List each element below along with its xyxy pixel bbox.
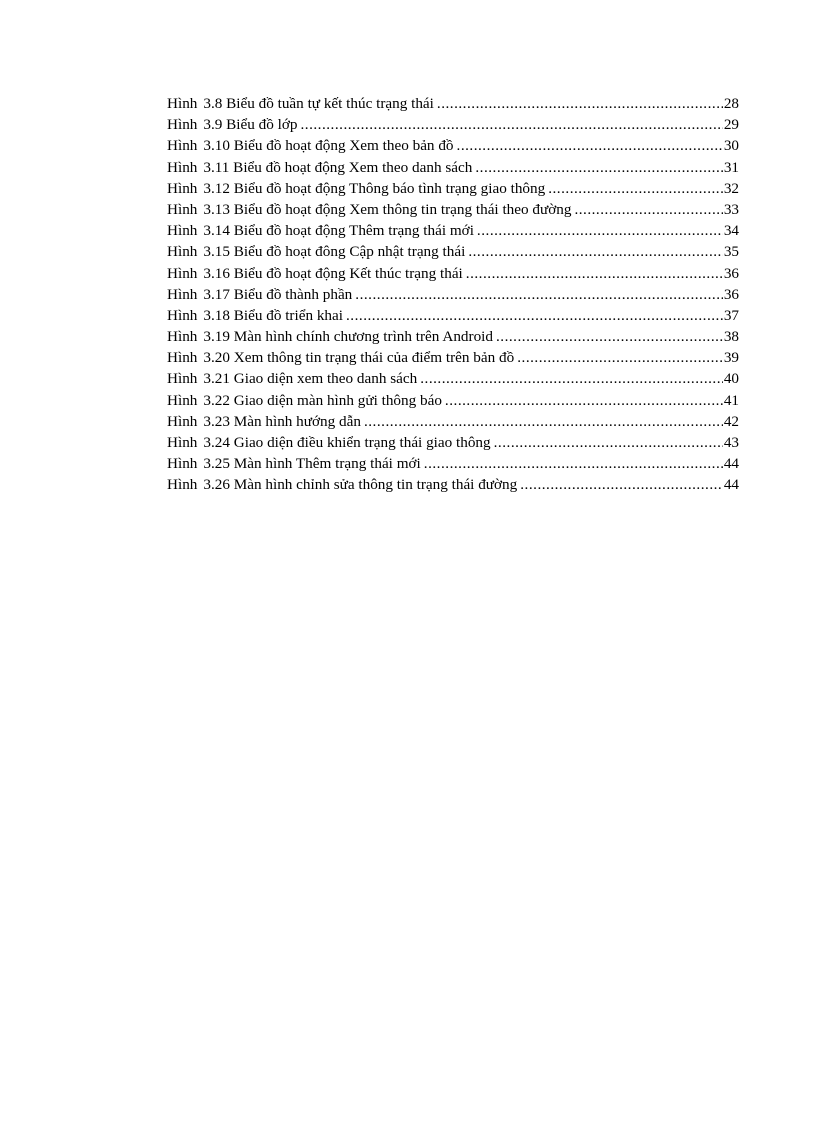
toc-dot-leader [548,178,723,199]
toc-entry-prefix: Hình [167,412,198,430]
toc-entry-page: 30 [723,137,739,155]
toc-entry-title: 3.25 Màn hình Thêm trạng thái mới [203,455,421,473]
toc-entry-prefix: Hình [167,137,198,155]
toc-dot-leader [475,157,722,178]
toc-dot-leader [445,390,723,411]
toc-entry-title: 3.13 Biểu đồ hoạt động Xem thông tin trạng thái theo đường [203,200,572,218]
toc-dot-leader [300,114,722,135]
toc-entry-prefix: Hình [167,200,198,218]
toc-entry-page: 41 [723,391,739,409]
toc-entry[interactable] [167,241,739,262]
toc-entry-prefix: Hình [167,434,198,451]
toc-entry-page: 29 [723,116,739,134]
toc-entry-prefix: Hình [167,285,198,303]
toc-dot-leader [496,326,723,347]
toc-dot-leader [420,368,723,389]
toc-dot-leader [468,241,722,262]
toc-entry-page: 34 [723,222,739,240]
toc-dot-leader [437,93,723,114]
toc-entry-page: 36 [723,264,739,282]
toc-entry-prefix: Hình [167,370,198,388]
toc-entry-title: 3.20 Xem thông tin trạng thái của điểm trên bản đồ [203,349,515,367]
toc-dot-leader [477,220,723,241]
toc-entry-prefix: Hình [167,349,198,367]
toc-entry[interactable] [167,305,739,326]
toc-entry-page: 37 [723,306,739,324]
toc-entry-page: 32 [723,179,739,197]
toc-dot-leader [574,199,722,220]
toc-dot-leader [346,305,723,326]
toc-entry-title: 3.22 Giao diện màn hình gửi thông báo [203,391,442,409]
toc-entry[interactable] [167,390,739,411]
toc-entry[interactable] [167,220,739,241]
toc-entry-title: 3.14 Biểu đồ hoạt động Thêm trạng thái mới [203,222,474,240]
toc-entry-title: 3.16 Biểu đồ hoạt động Kết thúc trạng thái [203,264,463,282]
toc-entry-page: 44 [723,476,739,494]
toc-dot-leader [355,284,723,305]
toc-entry-page: 40 [723,370,739,388]
toc-dot-leader [494,432,723,453]
toc-entry-prefix: Hình [167,158,198,176]
toc-entry-page: 33 [723,200,739,218]
toc-entry-title: 3.26 Màn hình chỉnh sửa thông tin trạng thái đường [203,476,518,494]
toc-entry[interactable] [167,135,739,156]
toc-dot-leader [517,347,723,368]
toc-entry[interactable] [167,199,739,220]
toc-entry-page: 36 [723,285,739,303]
toc-entry[interactable] [167,347,739,368]
toc-entry[interactable] [167,474,739,495]
toc-entry-title: 3.18 Biểu đồ triển khai [203,306,343,324]
table-of-figures [167,93,739,496]
toc-entry[interactable] [167,157,739,178]
toc-entry-page: 28 [723,95,739,112]
toc-entry-page: 44 [723,455,739,473]
toc-entry-prefix: Hình [167,264,198,282]
toc-entry[interactable] [167,368,739,389]
toc-entry-prefix: Hình [167,222,198,240]
toc-entry-page: 39 [723,349,739,367]
toc-entry-prefix: Hình [167,391,198,409]
toc-entry-title: 3.19 Màn hình chính chương trình trên Android [203,328,493,346]
toc-entry-page: 42 [723,412,739,430]
toc-entry[interactable] [167,326,739,347]
toc-entry-prefix: Hình [167,116,198,134]
toc-entry[interactable] [167,432,739,453]
toc-entry[interactable] [167,453,739,474]
toc-dot-leader [466,263,723,284]
toc-dot-leader [424,453,723,474]
toc-entry-page: 35 [723,243,739,261]
toc-entry-title: 3.12 Biểu đồ hoạt động Thông báo tình trạng giao thông [203,179,546,197]
toc-dot-leader [457,135,723,156]
toc-entry-prefix: Hình [167,455,198,473]
toc-entry-title: 3.21 Giao diện xem theo danh sách [203,370,418,388]
toc-entry-title: 3.9 Biểu đồ lớp [203,116,298,134]
toc-entry-prefix: Hình [167,243,198,261]
toc-entry[interactable] [167,284,739,305]
toc-entry[interactable] [167,178,739,199]
toc-entry[interactable] [167,411,739,432]
toc-entry-title: 3.17 Biểu đồ thành phần [203,285,353,303]
toc-entry[interactable] [167,114,739,135]
toc-entry-prefix: Hình [167,95,198,112]
toc-entry[interactable] [167,93,739,114]
toc-entry-prefix: Hình [167,328,198,346]
toc-entry-prefix: Hình [167,179,198,197]
toc-entry-title: 3.11 Biểu đồ hoạt động Xem theo danh sách [203,158,473,176]
toc-entry-title: 3.8 Biểu đồ tuần tự kết thúc trạng thái [203,95,434,112]
toc-entry-prefix: Hình [167,306,198,324]
toc-entry-title: 3.23 Màn hình hướng dẫn [203,412,361,430]
toc-entry-page: 31 [723,158,739,176]
toc-entry-page: 38 [723,328,739,346]
toc-entry-page: 43 [723,434,739,451]
toc-entry-prefix: Hình [167,476,198,494]
toc-entry-title: 3.10 Biểu đồ hoạt động Xem theo bản đồ [203,137,454,155]
toc-entry-title: 3.24 Giao diện điều khiển trạng thái giao thông [203,434,491,451]
toc-entry[interactable] [167,263,739,284]
toc-dot-leader [520,474,723,495]
toc-dot-leader [364,411,723,432]
toc-entry-title: 3.15 Biểu đồ hoạt đông Cập nhật trạng thái [203,243,466,261]
